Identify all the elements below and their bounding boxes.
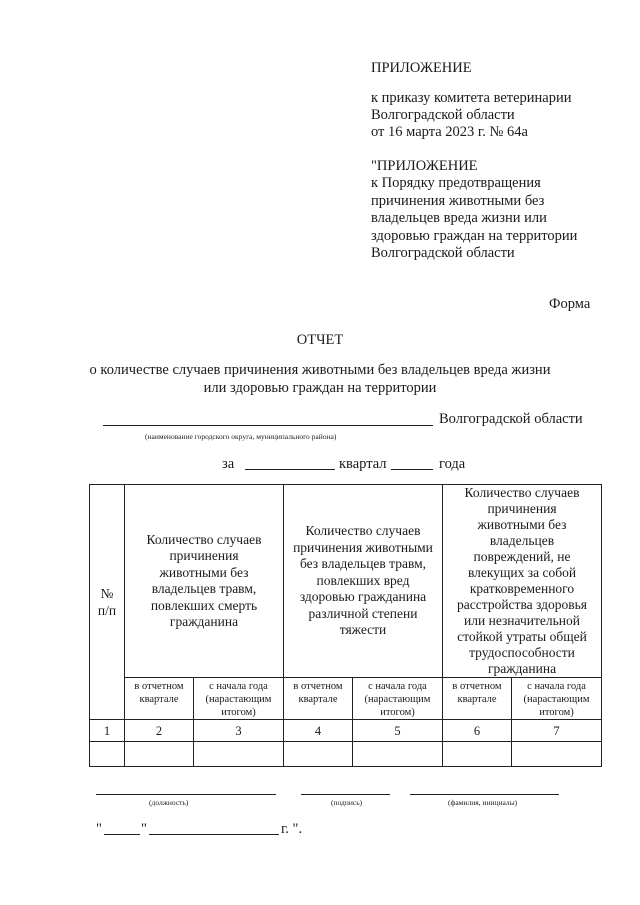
header-group-minor-text: Количество случаев причинения животными без владельцев повреждений, не влекущих за собой кратковременного расстройства здоровья или незначительной стойкой утраты общей трудоспособности гражданина (457, 485, 587, 676)
order-line-3: от 16 марта 2023 г. № 64а (371, 124, 528, 140)
date-suffix: г. ". (281, 821, 303, 837)
appendix-line-4: здоровью граждан на территории (371, 228, 578, 244)
data-cell-4[interactable] (284, 742, 353, 767)
signature-hint: (подпись) (331, 798, 363, 807)
region-blank-line[interactable] (103, 425, 433, 426)
sub-ytd-2: с начала года (нарастающим итогом) (353, 678, 443, 720)
sub-ytd-3: с начала года (нарастающим итогом) (512, 678, 602, 720)
col-number-6: 6 (443, 720, 512, 742)
report-subtitle-1: о количестве случаев причинения животными без владельцев вреда жизни (89, 362, 551, 378)
month-blank-line[interactable] (149, 834, 279, 835)
col-number-2: 2 (125, 720, 194, 742)
sub-quarter-1: в отчетном квартале (125, 678, 194, 720)
order-line-1: к приказу комитета ветеринарии (371, 90, 572, 106)
col-number-4: 4 (284, 720, 353, 742)
period-quarter: квартал (339, 456, 387, 472)
header-group-death (125, 485, 284, 678)
header-group-harm (284, 485, 443, 678)
data-cell-6[interactable] (443, 742, 512, 767)
position-hint: (должность) (149, 798, 189, 807)
date-mid-quote: " (141, 821, 147, 837)
period-prefix: за (222, 456, 235, 472)
header-group-minor (443, 485, 602, 678)
quarter-blank-line[interactable] (245, 469, 335, 470)
data-cell-3[interactable] (194, 742, 284, 767)
day-blank-line[interactable] (104, 834, 140, 835)
date-open-quote: " (96, 821, 102, 837)
year-blank-line[interactable] (391, 469, 433, 470)
header-group-death-text: Количество случаев причинения животными без владельцев травм, повлекших смерть гражданина (146, 531, 262, 629)
sub-quarter-2: в отчетном квартале (284, 678, 353, 720)
period-year: года (439, 456, 466, 472)
signature-blank-line[interactable] (301, 794, 390, 795)
report-title: ОТЧЕТ (296, 332, 344, 348)
header-number-text: № п/п (97, 586, 117, 618)
header-group-harm-text: Количество случаев причинения животными без владельцев травм, повлекших вред здоровью гражданина различной степени тяжести (293, 523, 433, 638)
appendix-line-2: причинения животными без (371, 193, 545, 209)
order-line-2: Волгоградской области (371, 107, 515, 123)
data-cell-7[interactable] (512, 742, 602, 767)
name-blank-line[interactable] (410, 794, 559, 795)
header-number (90, 485, 125, 720)
name-hint: (фамилия, инициалы) (448, 798, 518, 807)
report-subtitle-2: или здоровью граждан на территории (203, 380, 437, 396)
col-number-3: 3 (194, 720, 284, 742)
sub-ytd-1: с начала года (нарастающим итогом) (194, 678, 284, 720)
position-blank-line[interactable] (96, 794, 276, 795)
region-hint: (наименование городского округа, муниципального района) (145, 432, 337, 441)
sub-quarter-3: в отчетном квартале (443, 678, 512, 720)
appendix-line-5: Волгоградской области (371, 245, 515, 261)
col-number-7: 7 (512, 720, 602, 742)
data-cell-2[interactable] (125, 742, 194, 767)
appendix-title: "ПРИЛОЖЕНИЕ (371, 158, 478, 174)
approval-title: ПРИЛОЖЕНИЕ (371, 60, 472, 76)
col-number-1: 1 (90, 720, 125, 742)
report-table (89, 484, 602, 767)
data-cell-1[interactable] (90, 742, 125, 767)
data-cell-5[interactable] (353, 742, 443, 767)
col-number-5: 5 (353, 720, 443, 742)
appendix-line-3: владельцев вреда жизни или (371, 210, 547, 226)
region-suffix: Волгоградской области (439, 411, 583, 427)
form-label: Форма (549, 296, 591, 312)
appendix-line-1: к Порядку предотвращения (371, 175, 541, 191)
